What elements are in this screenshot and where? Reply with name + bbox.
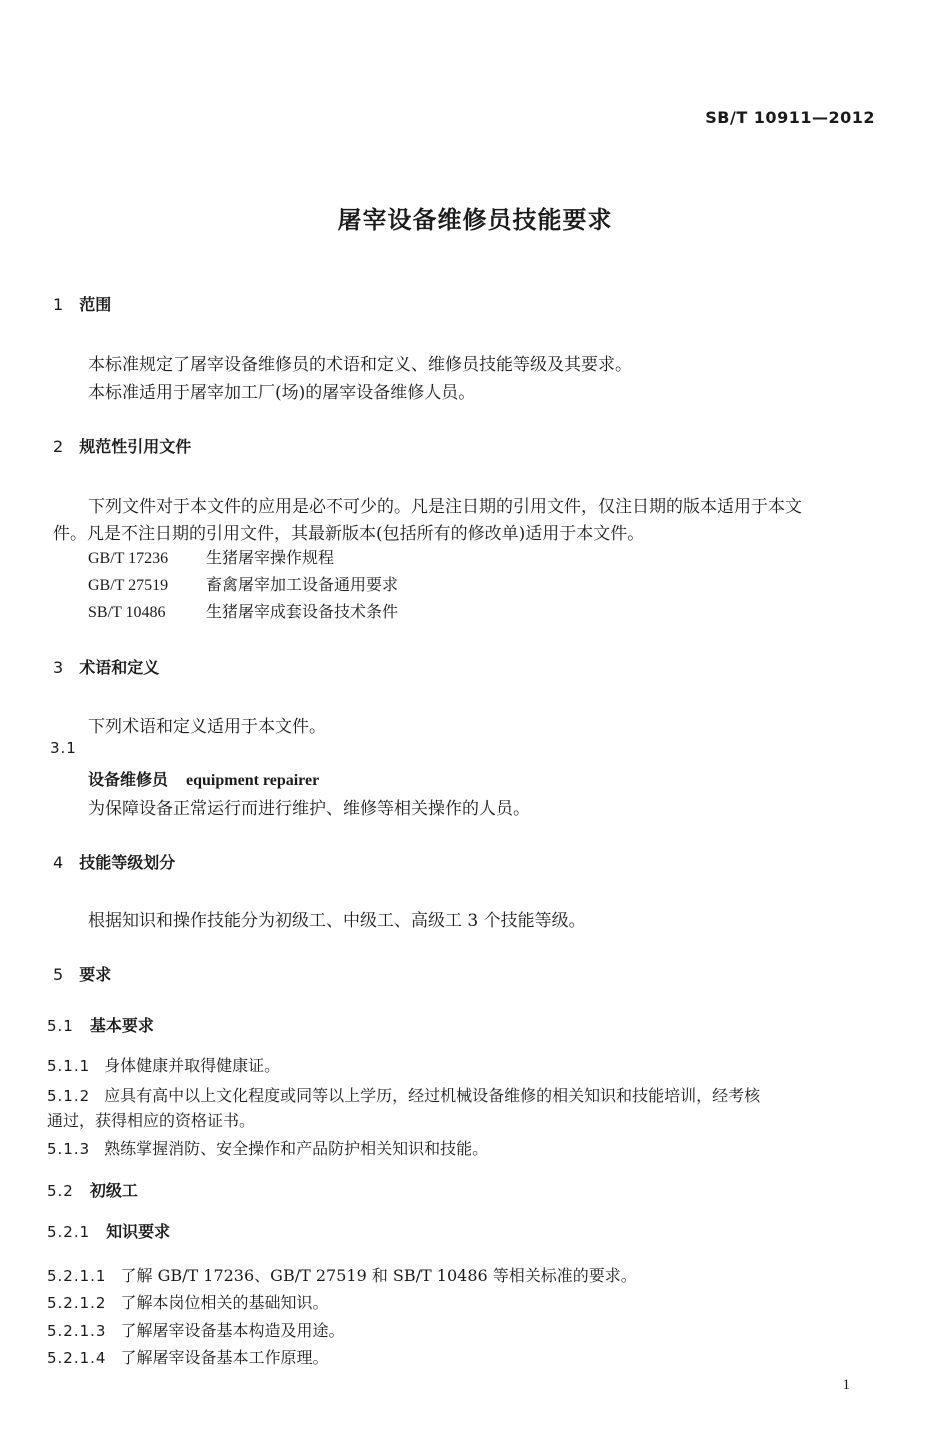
page-number: 1 — [842, 1377, 850, 1393]
reference-item — [88, 545, 334, 568]
subsection-number: 3.1 — [50, 739, 77, 757]
section-4-heading — [53, 850, 175, 873]
subsection-5-1-heading — [47, 1013, 154, 1036]
section-2-heading — [53, 434, 191, 457]
clause-5-2-1-1 — [47, 1263, 637, 1286]
clause-number: 5.1.2 — [47, 1087, 91, 1105]
clause-number: 5.2.1.1 — [47, 1267, 107, 1285]
reference-code: GB/T 17236 — [88, 550, 169, 567]
section-title: 规范性引用文件 — [79, 437, 192, 456]
section-number: 4 — [53, 853, 64, 872]
standard-code: SB/T 10911—2012 — [705, 108, 875, 127]
clause-number: 5.2.1.2 — [47, 1294, 107, 1312]
reference-name: 生猪屠宰成套设备技术条件 — [206, 602, 399, 621]
term-entry — [88, 767, 319, 790]
clause-text-continued: 通过，获得相应的资格证书。 — [47, 1111, 256, 1130]
subsection-5-2-1-heading — [47, 1219, 170, 1242]
clause-text: 应具有高中以上文化程度或同等以上学历，经过机械设备维修的相关知识和技能培训，经考核 — [104, 1086, 761, 1105]
document-title: 屠宰设备维修员技能要求 — [337, 206, 613, 234]
paragraph: 根据知识和操作技能分为初级工、中级工、高级工 3 个技能等级。 — [88, 911, 586, 931]
subsection-number: 5.2.1 — [47, 1223, 91, 1241]
reference-name: 生猪屠宰操作规程 — [206, 548, 335, 567]
paragraph: 下列文件对于本文件的应用是必不可少的。凡是注日期的引用文件，仅注日期的版本适用于本文 — [88, 497, 802, 517]
section-number: 5 — [53, 965, 64, 984]
clause-5-2-1-4 — [47, 1345, 329, 1368]
reference-name: 畜禽屠宰加工设备通用要求 — [206, 575, 399, 594]
section-1-heading — [53, 292, 111, 315]
reference-code: GB/T 27519 — [88, 577, 169, 594]
clause-text: 了解屠宰设备基本工作原理。 — [120, 1348, 329, 1367]
paragraph: 本标准规定了屠宰设备维修员的术语和定义、维修员技能等级及其要求。 — [88, 355, 632, 375]
term-english: equipment repairer — [186, 772, 320, 789]
clause-text: 熟练掌握消防、安全操作和产品防护相关知识和技能。 — [104, 1139, 489, 1158]
clause-5-1-1 — [47, 1053, 280, 1076]
clause-text: 了解本岗位相关的基础知识。 — [120, 1293, 329, 1312]
clause-5-1-2 — [47, 1083, 760, 1106]
subsection-title: 初级工 — [89, 1181, 138, 1200]
subsection-title: 基本要求 — [89, 1016, 154, 1035]
reference-item — [88, 599, 398, 622]
section-number: 2 — [53, 437, 64, 456]
section-3-heading — [53, 655, 159, 678]
clause-5-2-1-3 — [47, 1318, 345, 1341]
section-5-heading — [53, 962, 111, 985]
subsection-number: 5.1 — [47, 1017, 74, 1035]
section-number: 1 — [53, 295, 64, 314]
section-number: 3 — [53, 658, 64, 677]
paragraph: 本标准适用于屠宰加工厂(场)的屠宰设备维修人员。 — [88, 383, 476, 403]
paragraph: 下列术语和定义适用于本文件。 — [88, 717, 326, 737]
subsection-5-2-heading — [47, 1178, 138, 1201]
clause-text: 身体健康并取得健康证。 — [104, 1056, 281, 1075]
clause-number: 5.1.3 — [47, 1140, 91, 1158]
section-title: 范围 — [79, 295, 112, 314]
paragraph: 件。凡是不注日期的引用文件，其最新版本(包括所有的修改单)适用于本文件。 — [53, 524, 645, 544]
reference-code: SB/T 10486 — [88, 604, 166, 621]
clause-number: 5.2.1.3 — [47, 1322, 107, 1340]
term-chinese: 设备维修员 — [88, 770, 169, 789]
subsection-title: 知识要求 — [106, 1222, 171, 1241]
section-title: 技能等级划分 — [79, 853, 176, 872]
clause-text: 了解 GB/T 17236、GB/T 27519 和 SB/T 10486 等相关标准的要求。 — [120, 1266, 637, 1285]
clause-number: 5.1.1 — [47, 1057, 91, 1075]
clause-number: 5.2.1.4 — [47, 1349, 107, 1367]
clause-text: 了解屠宰设备基本构造及用途。 — [120, 1321, 345, 1340]
clause-5-2-1-2 — [47, 1290, 329, 1313]
subsection-number: 5.2 — [47, 1182, 74, 1200]
term-definition: 为保障设备正常运行而进行维护、维修等相关操作的人员。 — [88, 799, 530, 819]
section-title: 要求 — [79, 965, 112, 984]
clause-5-1-3 — [47, 1136, 488, 1159]
section-title: 术语和定义 — [79, 658, 160, 677]
reference-item — [88, 572, 398, 595]
